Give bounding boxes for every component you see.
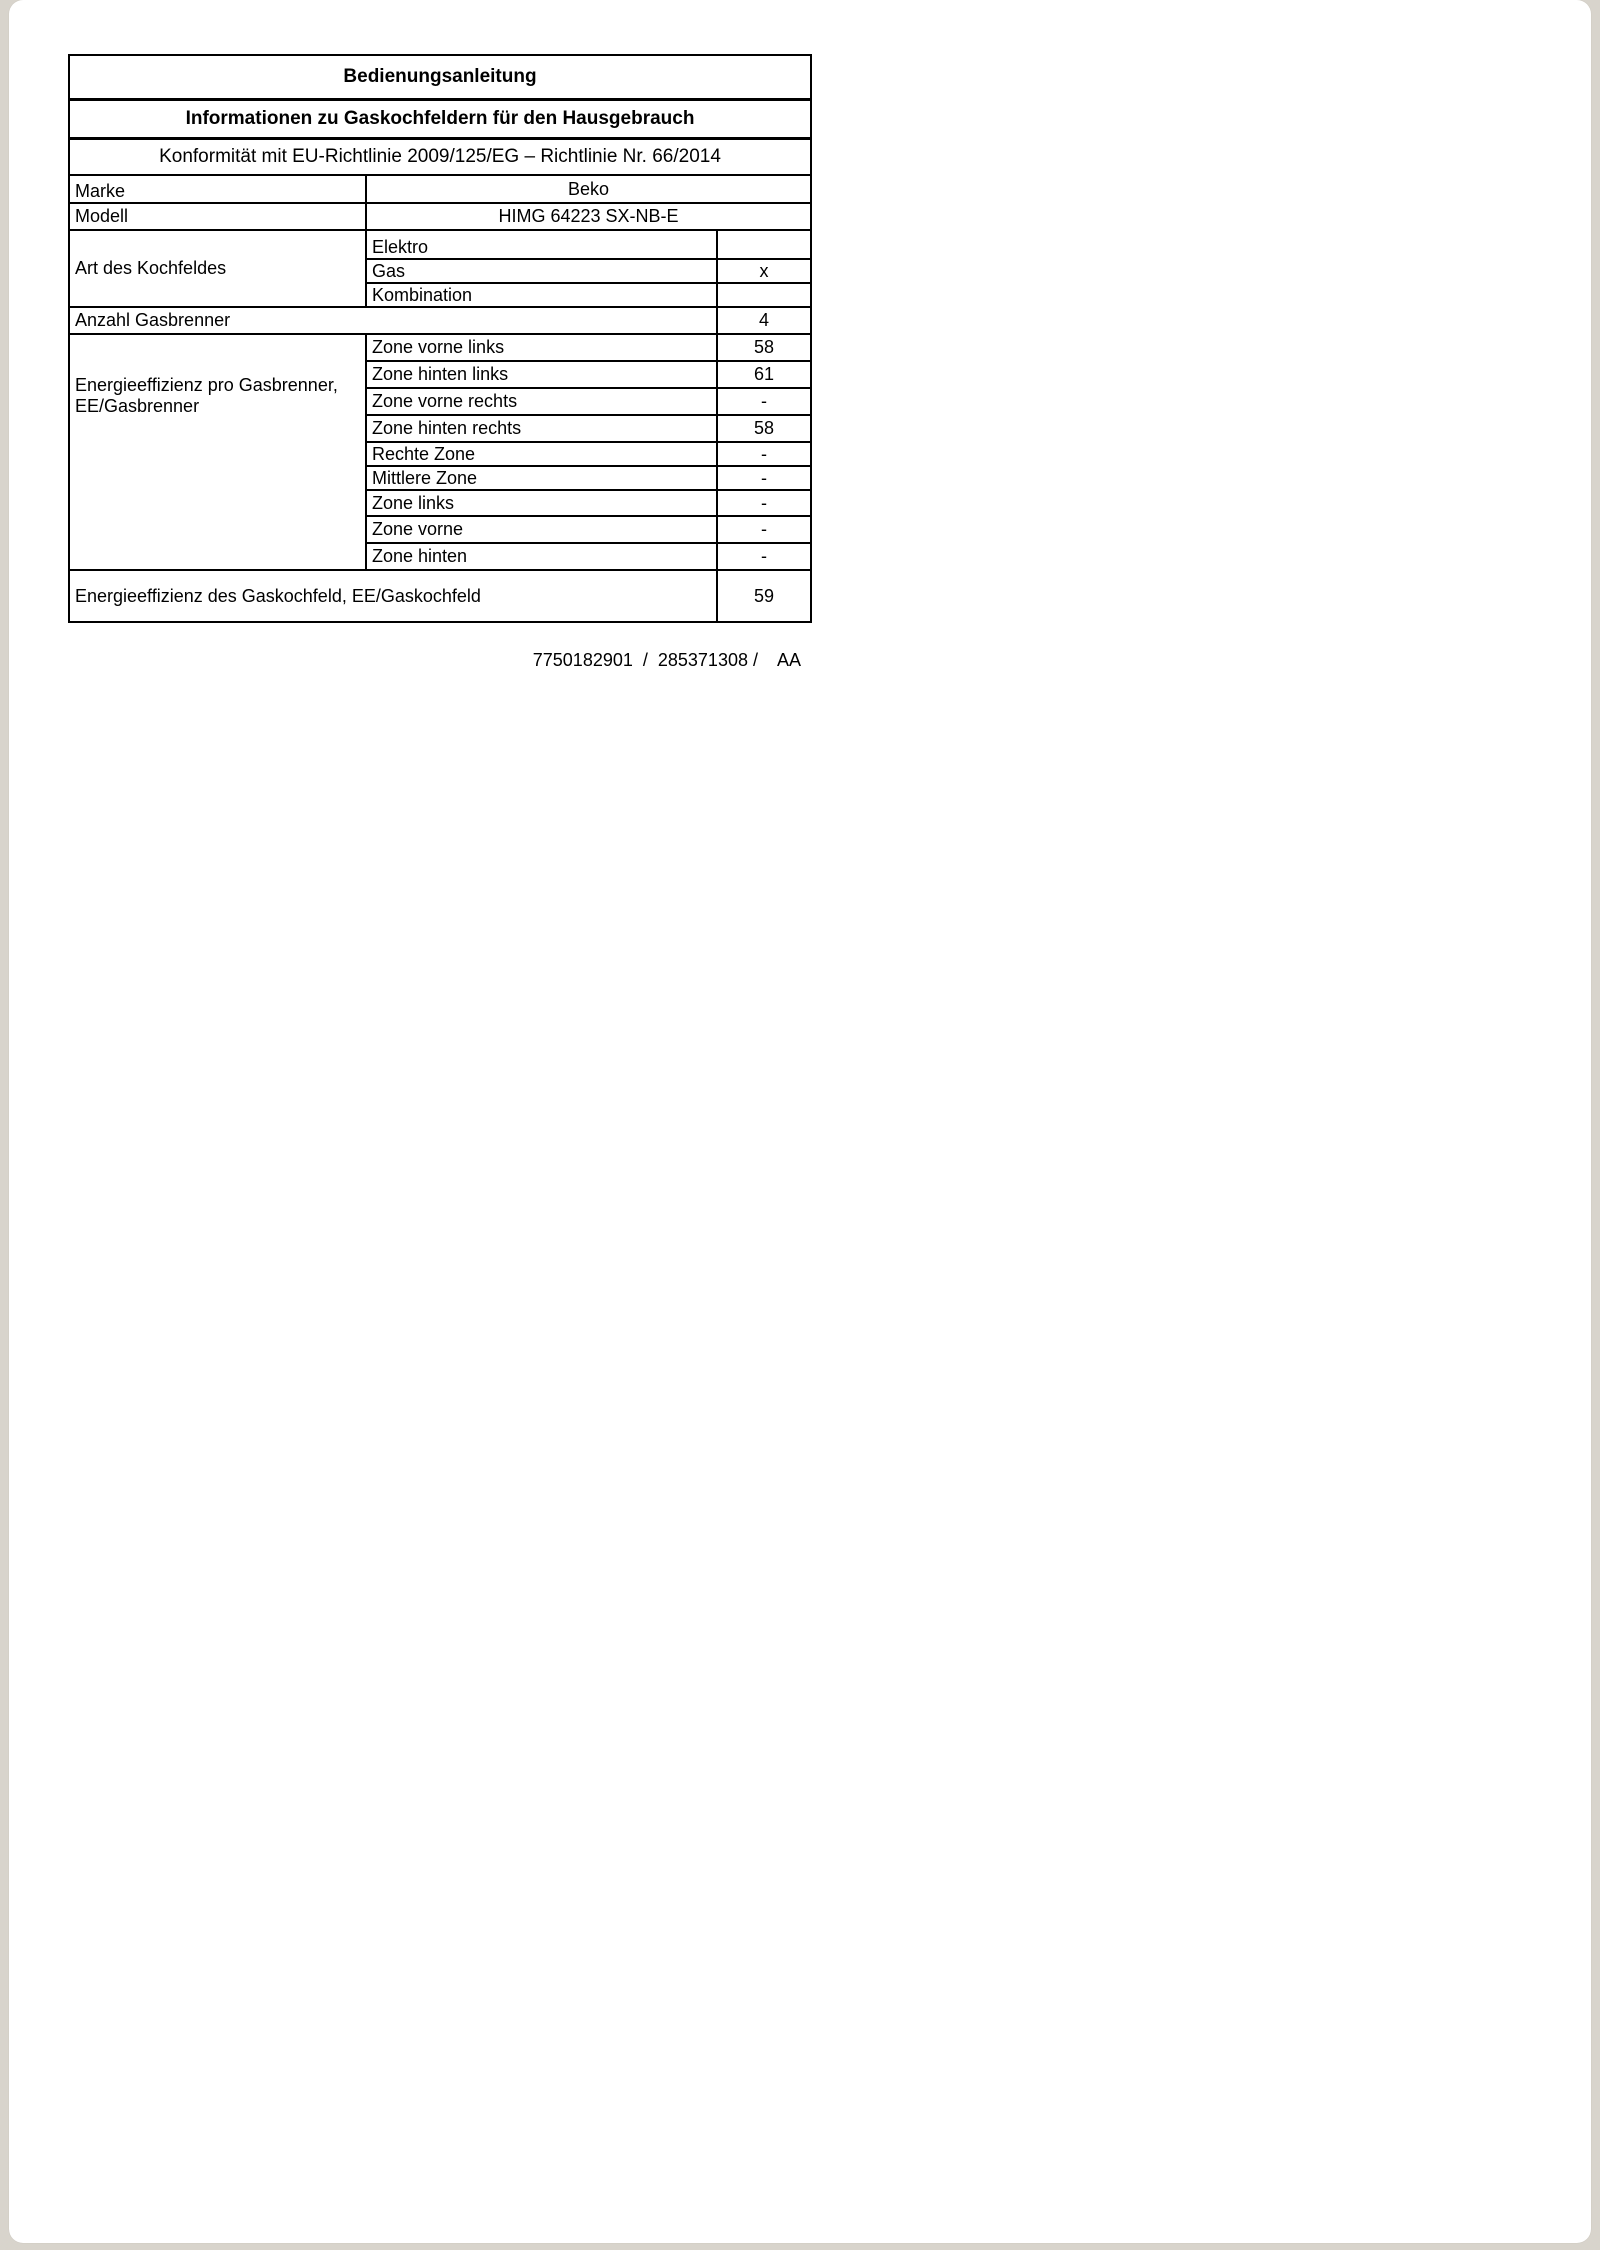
table-row-model — [69, 203, 811, 230]
hob-type-option-label: Gas — [366, 259, 717, 283]
document-page — [9, 0, 1591, 2243]
table-row-hob-efficiency — [69, 570, 811, 622]
zone-label: Zone hinten links — [366, 361, 717, 388]
brand-label: Marke — [69, 175, 366, 203]
hob-type-option-value — [717, 283, 811, 307]
burner-count-label: Anzahl Gasbrenner — [69, 307, 717, 334]
hob-type-label: Art des Kochfeldes — [69, 230, 366, 307]
model-value: HIMG 64223 SX-NB-E — [366, 203, 811, 230]
zone-value: 58 — [717, 334, 811, 361]
zone-value: 61 — [717, 361, 811, 388]
zone-label: Zone links — [366, 490, 717, 516]
document-title: Bedienungsanleitung — [69, 55, 811, 100]
hob-type-option-value: x — [717, 259, 811, 283]
burner-count-value: 4 — [717, 307, 811, 334]
zone-value: - — [717, 466, 811, 490]
model-label: Modell — [69, 203, 366, 230]
zone-value: - — [717, 490, 811, 516]
zone-label: Zone vorne rechts — [366, 388, 717, 415]
zone-label: Zone vorne — [366, 516, 717, 543]
zone-value: - — [717, 388, 811, 415]
zone-value: 58 — [717, 415, 811, 442]
hob-type-option-label: Elektro — [366, 230, 717, 259]
zone-value: - — [717, 442, 811, 466]
conformity-statement: Konformität mit EU-Richtlinie 2009/125/EG – Richtlinie Nr. 66/2014 — [69, 139, 811, 176]
table-row-burner-count — [69, 307, 811, 334]
hob-efficiency-label: Energieeffizienz des Gaskochfeld, EE/Gaskochfeld — [69, 570, 717, 622]
energy-info-sheet — [68, 54, 810, 623]
table-row-hob-type — [69, 230, 811, 259]
document-subtitle: Informationen zu Gaskochfeldern für den Hausgebrauch — [69, 100, 811, 139]
zone-value: - — [717, 543, 811, 570]
zone-label: Zone hinten — [366, 543, 717, 570]
zone-label: Mittlere Zone — [366, 466, 717, 490]
brand-value: Beko — [366, 175, 811, 203]
zone-label: Zone hinten rechts — [366, 415, 717, 442]
table-row-zone — [69, 334, 811, 361]
hob-efficiency-value: 59 — [717, 570, 811, 622]
zone-value: - — [717, 516, 811, 543]
hob-type-option-value — [717, 230, 811, 259]
zone-label: Rechte Zone — [366, 442, 717, 466]
document-code: 7750182901 / 285371308 / AA — [532, 650, 801, 670]
burner-efficiency-label: Energieeffizienz pro Gasbrenner, EE/Gasbrenner — [69, 334, 366, 570]
table-row-brand — [69, 175, 811, 203]
energy-info-table — [68, 54, 812, 623]
hob-type-option-label: Kombination — [366, 283, 717, 307]
zone-label: Zone vorne links — [366, 334, 717, 361]
